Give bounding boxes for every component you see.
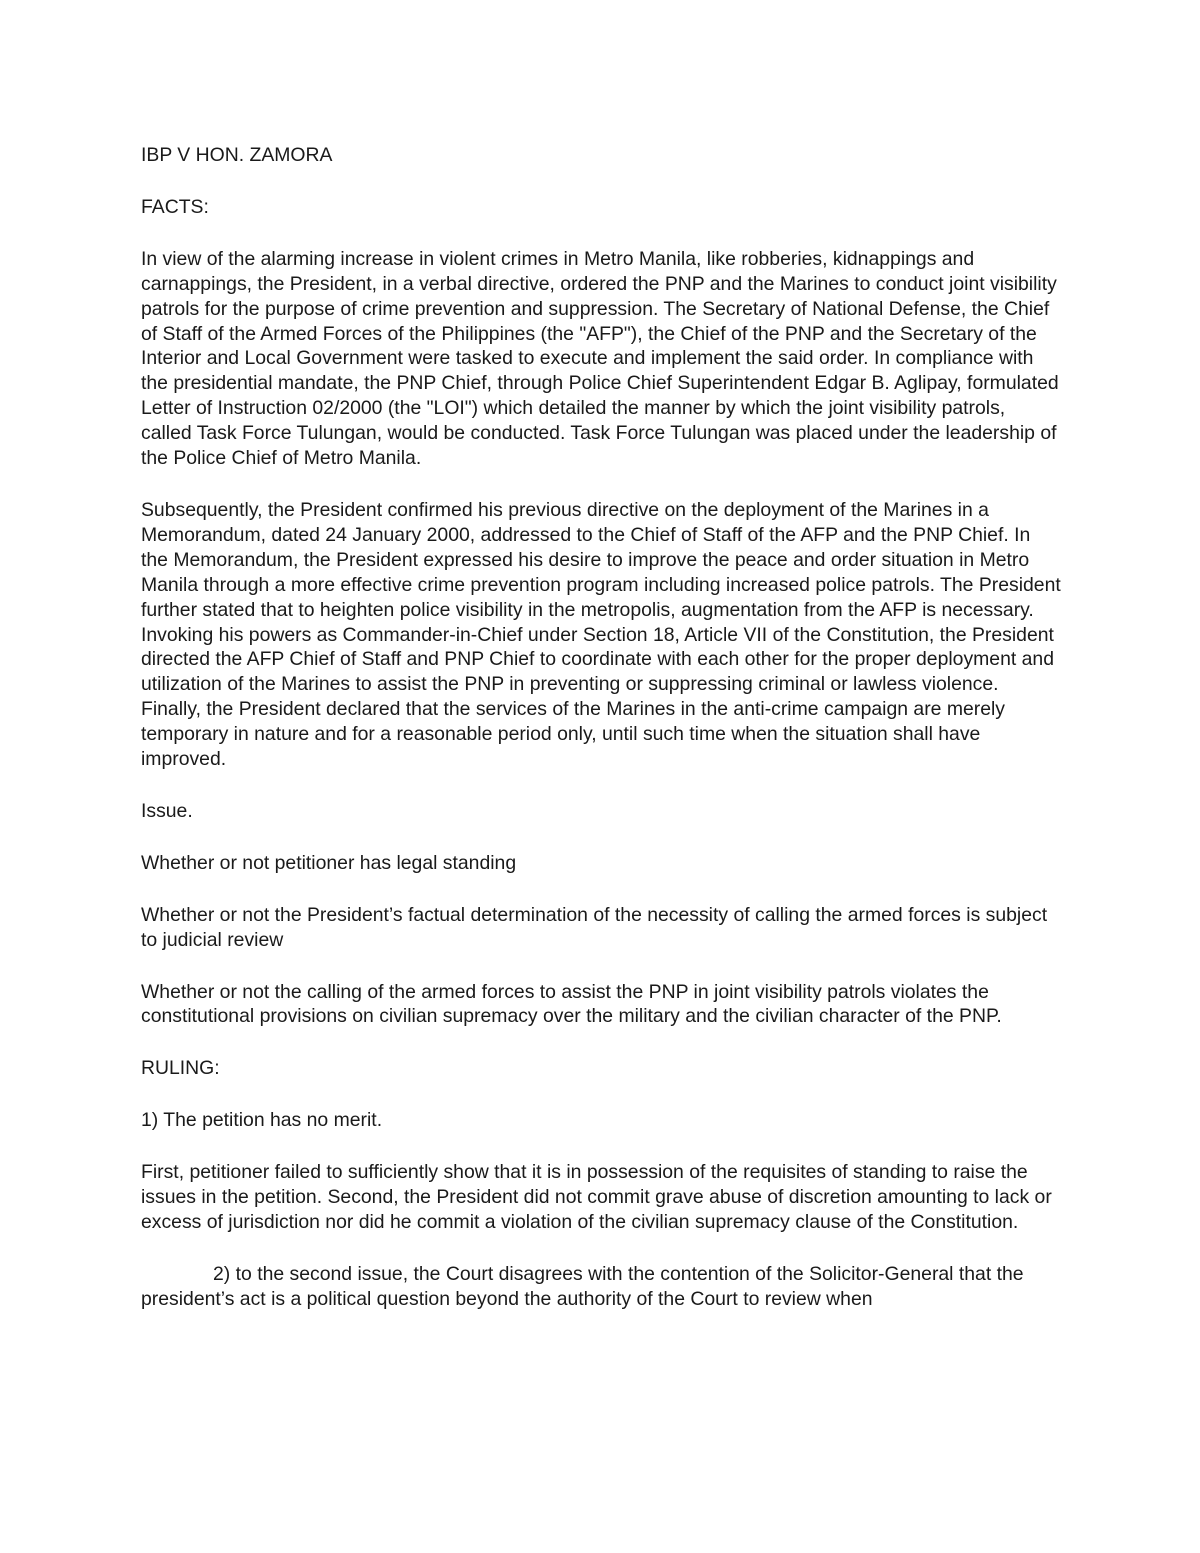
issue-heading: Issue.: [141, 799, 193, 822]
issue-3: Whether or not the calling of the armed forces to assist the PNP in joint visibility patrols violates the constitutional provisions on civilian supremacy over the military and the civilian character of the PNP.: [141, 980, 1002, 1028]
spacer: [141, 1081, 1061, 1108]
facts-heading: FACTS:: [141, 195, 209, 218]
ruling-heading: RULING:: [141, 1057, 220, 1080]
spacer: [141, 876, 1061, 903]
ruling-2: 2) to the second issue, the Court disagrees with the contention of the Solicitor-General that the president’s act is a political question beyond the authority of the Court to review when: [141, 1262, 1024, 1310]
issue-1: Whether or not petitioner has legal standing: [141, 851, 517, 874]
spacer: [141, 953, 1061, 980]
spacer: [141, 1235, 1061, 1262]
spacer: [141, 168, 1061, 195]
spacer: [141, 220, 1061, 247]
spacer: [141, 471, 1061, 498]
document-title: IBP V HON. ZAMORA: [141, 144, 333, 166]
document-body: [141, 143, 1061, 1312]
facts-paragraph-1: In view of the alarming increase in violent crimes in Metro Manila, like robberies, kidnappings and carnappings, the President, in a verbal directive, ordered the PNP and the Marines to conduct joint visibility patrols for the purpose of crime prevention and suppression. The Secretary of National Defense, the Chief of Staff of the Armed Forces of the Philippines (the "AFP"), the Chief of the PNP and the Secretary of the Interior and Local Government were tasked to execute and implement the said order. In compliance with the presidential mandate, the PNP Chief, through Police Chief Superintendent Edgar B. Aglipay, formulated Letter of Instruction 02/2000 (the "LOI") which detailed the manner by which the joint visibility patrols, called Task Force Tulungan, would be conducted. Task Force Tulungan was placed under the leadership of the Police Chief of Metro Manila.: [141, 247, 1059, 470]
spacer: [141, 1029, 1061, 1056]
spacer: [141, 772, 1061, 799]
issue-2: Whether or not the President’s factual determination of the necessity of calling the armed forces is subject to judicial review: [141, 903, 1048, 951]
ruling-paragraph: First, petitioner failed to sufficiently show that it is in possession of the requisites of standing to raise the issues in the petition. Second, the President did not commit grave abuse of discretion amounting to lack or excess of jurisdiction nor did he commit a violation of the civilian supremacy clause of the Constitution.: [141, 1161, 1052, 1233]
facts-paragraph-2: Subsequently, the President confirmed his previous directive on the deployment of the Marines in a Memorandum, dated 24 January 2000, addressed to the Chief of Staff of the AFP and the PNP Chief. In the Memorandum, the President expressed his desire to improve the peace and order situation in Metro Manila through a more effective crime prevention program including increased police patrols. The President further stated that to heighten police visibility in the metropolis, augmentation from the AFP is necessary. Invoking his powers as Commander-in-Chief under Section 18, Article VII of the Constitution, the President directed the AFP Chief of Staff and PNP Chief to coordinate with each other for the proper deployment and utilization of the Marines to assist the PNP in preventing or suppressing criminal or lawless violence. Finally, the President declared that the services of the Marines in the anti-crime campaign are merely temporary in nature and for a reasonable period only, until such time when the situation shall have improved.: [141, 498, 1061, 771]
spacer: [141, 824, 1061, 851]
spacer: [141, 1133, 1061, 1160]
ruling-1: 1) The petition has no merit.: [141, 1109, 383, 1132]
